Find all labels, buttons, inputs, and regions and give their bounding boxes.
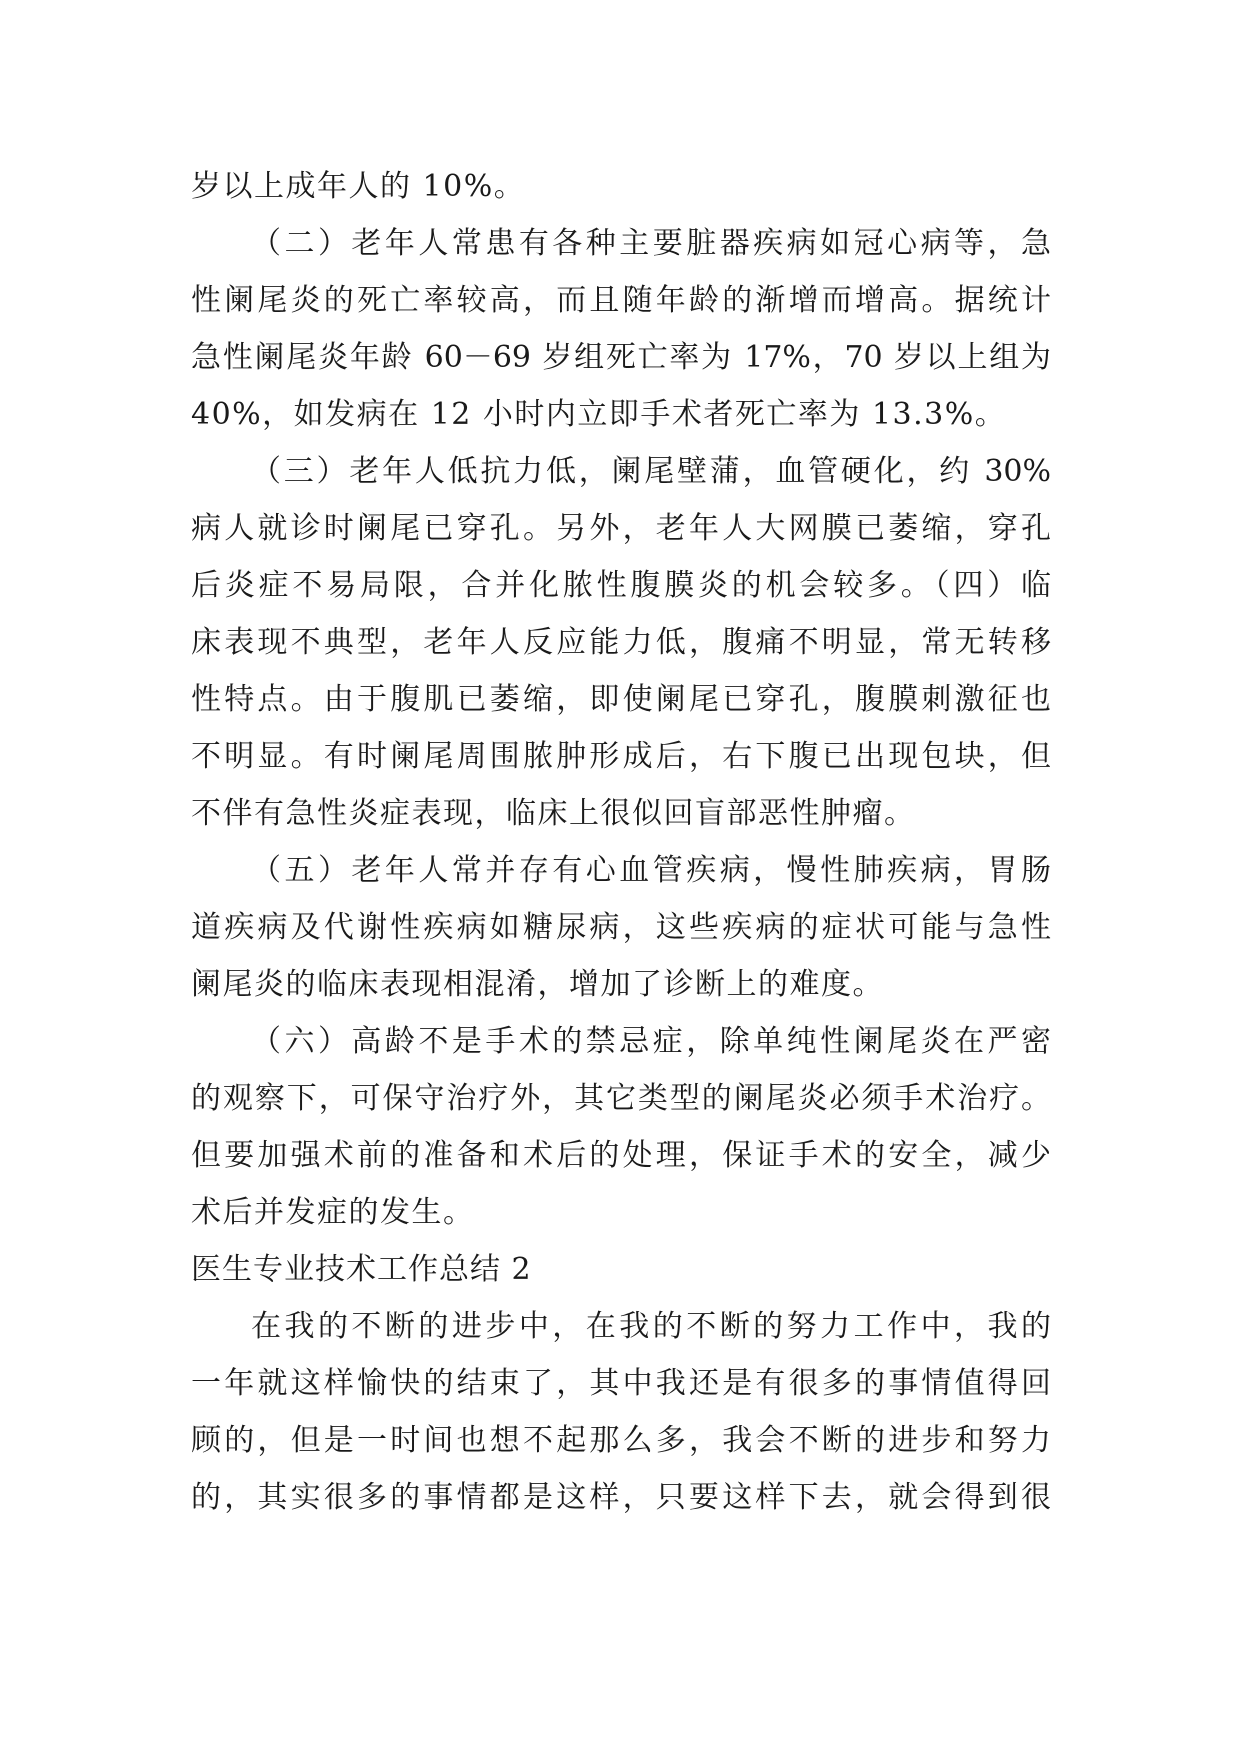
text-line: 岁以上成年人的 10%。 (191, 169, 526, 204)
paragraph-line: 病人就诊时阑尾已穿孔。另外，老年人大网膜已萎缩，穿孔 (191, 511, 1051, 546)
text-line: 术后并发症的发生。 (191, 1195, 475, 1230)
paragraph-line: （三）老年人低抗力低，阑尾壁蒲，血管硬化，约 30% (251, 454, 1051, 489)
paragraph-line: （五）老年人常并存有心血管疾病，慢性肺疾病，胃肠 (251, 853, 1051, 888)
paragraph-line: 一年就这样愉快的结束了，其中我还是有很多的事情值得回 (191, 1366, 1051, 1401)
paragraph-line: （二）老年人常患有各种主要脏器疾病如冠心病等，急 (251, 226, 1051, 261)
paragraph-line: 不明显。有时阑尾周围脓肿形成后，右下腹已出现包块，但 (191, 739, 1051, 774)
section-heading: 医生专业技术工作总结 2 (191, 1252, 532, 1287)
paragraph-line: 后炎症不易局限，合并化脓性腹膜炎的机会较多。（四）临 (191, 568, 1051, 603)
paragraph-line: 的观察下，可保守治疗外，其它类型的阑尾炎必须手术治疗。 (191, 1081, 1051, 1116)
paragraph-line: 但要加强术前的准备和术后的处理，保证手术的安全，减少 (191, 1138, 1051, 1173)
text-line: 阑尾炎的临床表现相混淆，增加了诊断上的难度。 (191, 967, 884, 1002)
paragraph-line: 性阑尾炎的死亡率较高，而且随年龄的渐增而增高。据统计 (191, 283, 1051, 318)
paragraph-line: （六）高龄不是手术的禁忌症，除单纯性阑尾炎在严密 (251, 1024, 1051, 1059)
paragraph-line: 顾的，但是一时间也想不起那么多，我会不断的进步和努力 (191, 1423, 1051, 1458)
paragraph-line: 道疾病及代谢性疾病如糖尿病，这些疾病的症状可能与急性 (191, 910, 1051, 945)
paragraph-line: 在我的不断的进步中，在我的不断的努力工作中，我的 (251, 1309, 1051, 1344)
paragraph-line: 急性阑尾炎年龄 60－69 岁组死亡率为 17%，70 岁以上组为 (191, 340, 1051, 375)
paragraph-line: 性特点。由于腹肌已萎缩，即使阑尾已穿孔，腹膜刺激征也 (191, 682, 1051, 717)
paragraph-line: 床表现不典型，老年人反应能力低，腹痛不明显，常无转移 (191, 625, 1051, 660)
text-line: 40%，如发病在 12 小时内立即手术者死亡率为 13.3%。 (191, 397, 1007, 432)
text-line: 不伴有急性炎症表现，临床上很似回盲部恶性肿瘤。 (191, 796, 916, 831)
document-body (191, 158, 1051, 1526)
paragraph-line: 的，其实很多的事情都是这样，只要这样下去，就会得到很 (191, 1480, 1051, 1515)
